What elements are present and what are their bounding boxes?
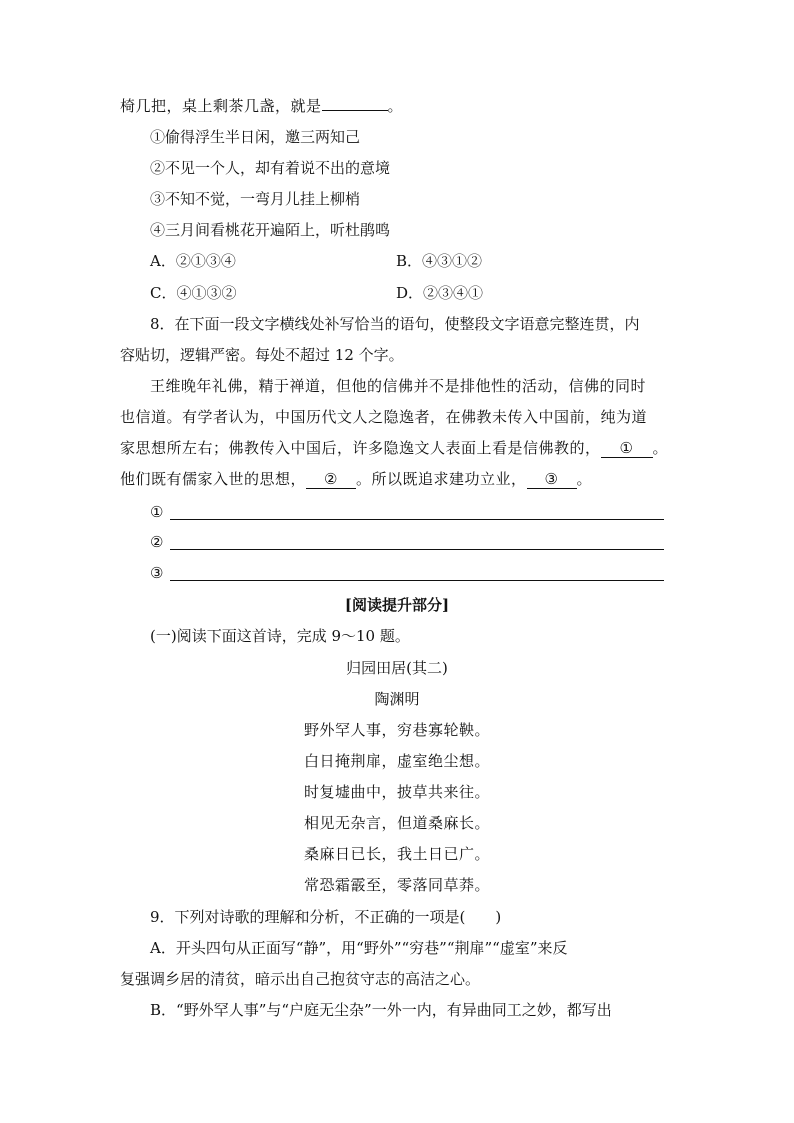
poem-line-6: 常恐霜霰至，零落同草莽。 [303, 876, 490, 894]
poem-line-1: 野外罕人事，穷巷寡轮鞅。 [303, 721, 490, 739]
q7-choice-b[interactable]: B．④③①② [396, 252, 483, 270]
section-intro: (一)阅读下面这首诗，完成 9～10 题。 [150, 627, 410, 645]
q8-blank-1[interactable]: ① [601, 439, 653, 458]
q7-choice-c[interactable]: C．④①③② [150, 284, 237, 302]
answer-line-2[interactable] [170, 549, 664, 550]
poem-title: 归园田居(其二) [346, 659, 448, 677]
q8-stem-line-1: 8．在下面一段文字横线处补写恰当的语句，使整段文字语意完整连贯，内 [150, 315, 640, 333]
answer-line-1[interactable] [170, 519, 664, 520]
q9-stem: 9．下列对诗歌的理解和分析，不正确的一项是( ) [150, 908, 502, 926]
q7-choice-a[interactable]: A．②①③④ [150, 252, 236, 270]
q7-stem-tail: 椅几把，桌上剩茶几盏，就是 。 [120, 97, 404, 115]
q8-passage-line-4: 他们既有儒家入世的思想， ② 。所以既追求建功立业， ③ 。 [120, 470, 593, 488]
q7-option-2: ②不见一个人，却有着说不出的意境 [150, 159, 391, 177]
section-title: [阅读提升部分] [344, 596, 450, 614]
q9-choice-a-line-2: 复强调乡居的清贫，暗示出自己抱贫守志的高洁之心。 [120, 970, 481, 988]
q7-option-4: ④三月间看桃花开遍陌上，听杜鹃鸣 [150, 221, 391, 239]
q8-passage-line-2: 也信道。有学者认为，中国历代文人之隐逸者，在佛教未传入中国前，纯为道 [120, 408, 648, 426]
poem-line-4: 相见无杂言，但道桑麻长。 [303, 814, 490, 832]
answer-label-2: ② [150, 533, 164, 551]
answer-label-3: ③ [150, 564, 164, 582]
q7-blank[interactable] [322, 110, 388, 111]
poem-author: 陶渊明 [374, 690, 420, 708]
q7-choice-d[interactable]: D．②③④① [396, 284, 484, 302]
q9-choice-a-line-1[interactable]: A．开头四句从正面写“静”，用“野外”“穷巷”“荆扉”“虚室”来反 [150, 939, 568, 957]
poem-line-5: 桑麻日已长，我土日已广。 [303, 845, 490, 863]
q8-blank-2[interactable]: ② [306, 470, 356, 489]
poem-line-2: 白日掩荆扉，虚室绝尘想。 [303, 752, 490, 770]
q8-passage-line-1: 王维晚年礼佛，精于禅道，但他的信佛并不是排他性的活动，信佛的同时 [150, 377, 647, 395]
q8-blank-3[interactable]: ③ [527, 470, 577, 489]
q9-choice-b-line-1[interactable]: B．“野外罕人事”与“户庭无尘杂”一外一内，有异曲同工之妙，都写出 [150, 1001, 612, 1019]
q8-passage-line-3: 家思想所左右；佛教传入中国后，许多隐逸文人表面上看是信佛教的， ① 。 [120, 439, 669, 457]
poem-line-3: 时复墟曲中，披草共来往。 [303, 783, 490, 801]
q8-stem-line-2: 容贴切，逻辑严密。每处不超过 12 个字。 [120, 346, 404, 364]
q7-option-1: ①偷得浮生半日闲，邀三两知己 [150, 128, 361, 146]
answer-line-3[interactable] [170, 580, 664, 581]
q7-option-3: ③不知不觉，一弯月儿挂上柳梢 [150, 190, 361, 208]
answer-label-1: ① [150, 503, 164, 521]
